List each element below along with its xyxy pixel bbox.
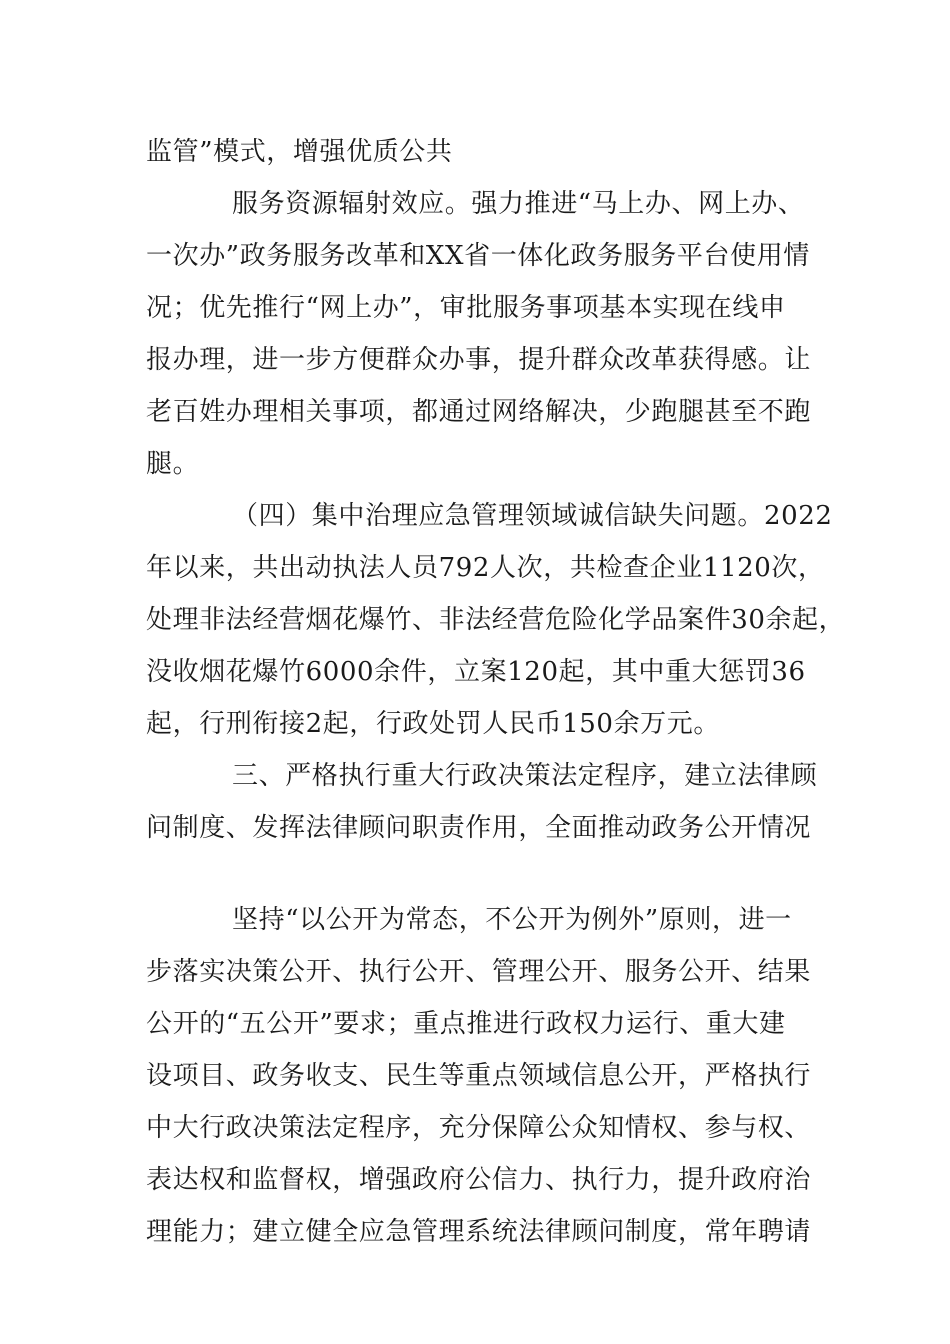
text-line: 监管”模式，增强优质公共 (146, 137, 453, 167)
text-line: 况；优先推行“网上办”，审批服务事项基本实现在线申 (146, 293, 786, 323)
section-heading-line: （四）集中治理应急管理领域诚信缺失问题。2022 (232, 501, 833, 531)
text-line: 没收烟花爆竹6000余件，立案120起，其中重大惩罚36 (146, 657, 806, 687)
text-line: 理能力；建立健全应急管理系统法律顾问制度，常年聘请 (146, 1217, 812, 1247)
text-line: 步落实决策公开、执行公开、管理公开、服务公开、结果 (146, 957, 812, 987)
text-line: 腿。 (146, 449, 200, 479)
text-line: 年以来，共出动执法人员792人次，共检查企业1120次， (146, 553, 825, 583)
text-line: 报办理，进一步方便群众办事，提升群众改革获得感。让 (146, 345, 812, 375)
text-line: 表达权和监督权，增强政府公信力、执行力，提升政府治 (146, 1165, 812, 1195)
text-line: 起，行刑衔接2起，行政处罚人民币150余万元。 (146, 709, 720, 739)
text-line: 设项目、政务收支、民生等重点领域信息公开，严格执行 (146, 1061, 812, 1091)
text-line: 老百姓办理相关事项，都通过网络解决，少跑腿甚至不跑 (146, 397, 812, 427)
text-line: 处理非法经营烟花爆竹、非法经营危险化学品案件30余起， (146, 605, 846, 635)
text-line: 服务资源辐射效应。强力推进“马上办、网上办、 (232, 189, 805, 219)
section-heading-line: 三、严格执行重大行政决策法定程序，建立法律顾 (232, 761, 818, 791)
text-line: 坚持“以公开为常态，不公开为例外”原则，进一 (232, 905, 792, 935)
text-line: 公开的“五公开”要求；重点推进行政权力运行、重大建 (146, 1009, 786, 1039)
text-line: 中大行政决策法定程序，充分保障公众知情权、参与权、 (146, 1113, 812, 1143)
text-line: 一次办”政务服务改革和XX省一体化政务服务平台使用情 (146, 241, 810, 271)
section-heading-line: 问制度、发挥法律顾问职责作用，全面推动政务公开情况 (146, 813, 812, 843)
